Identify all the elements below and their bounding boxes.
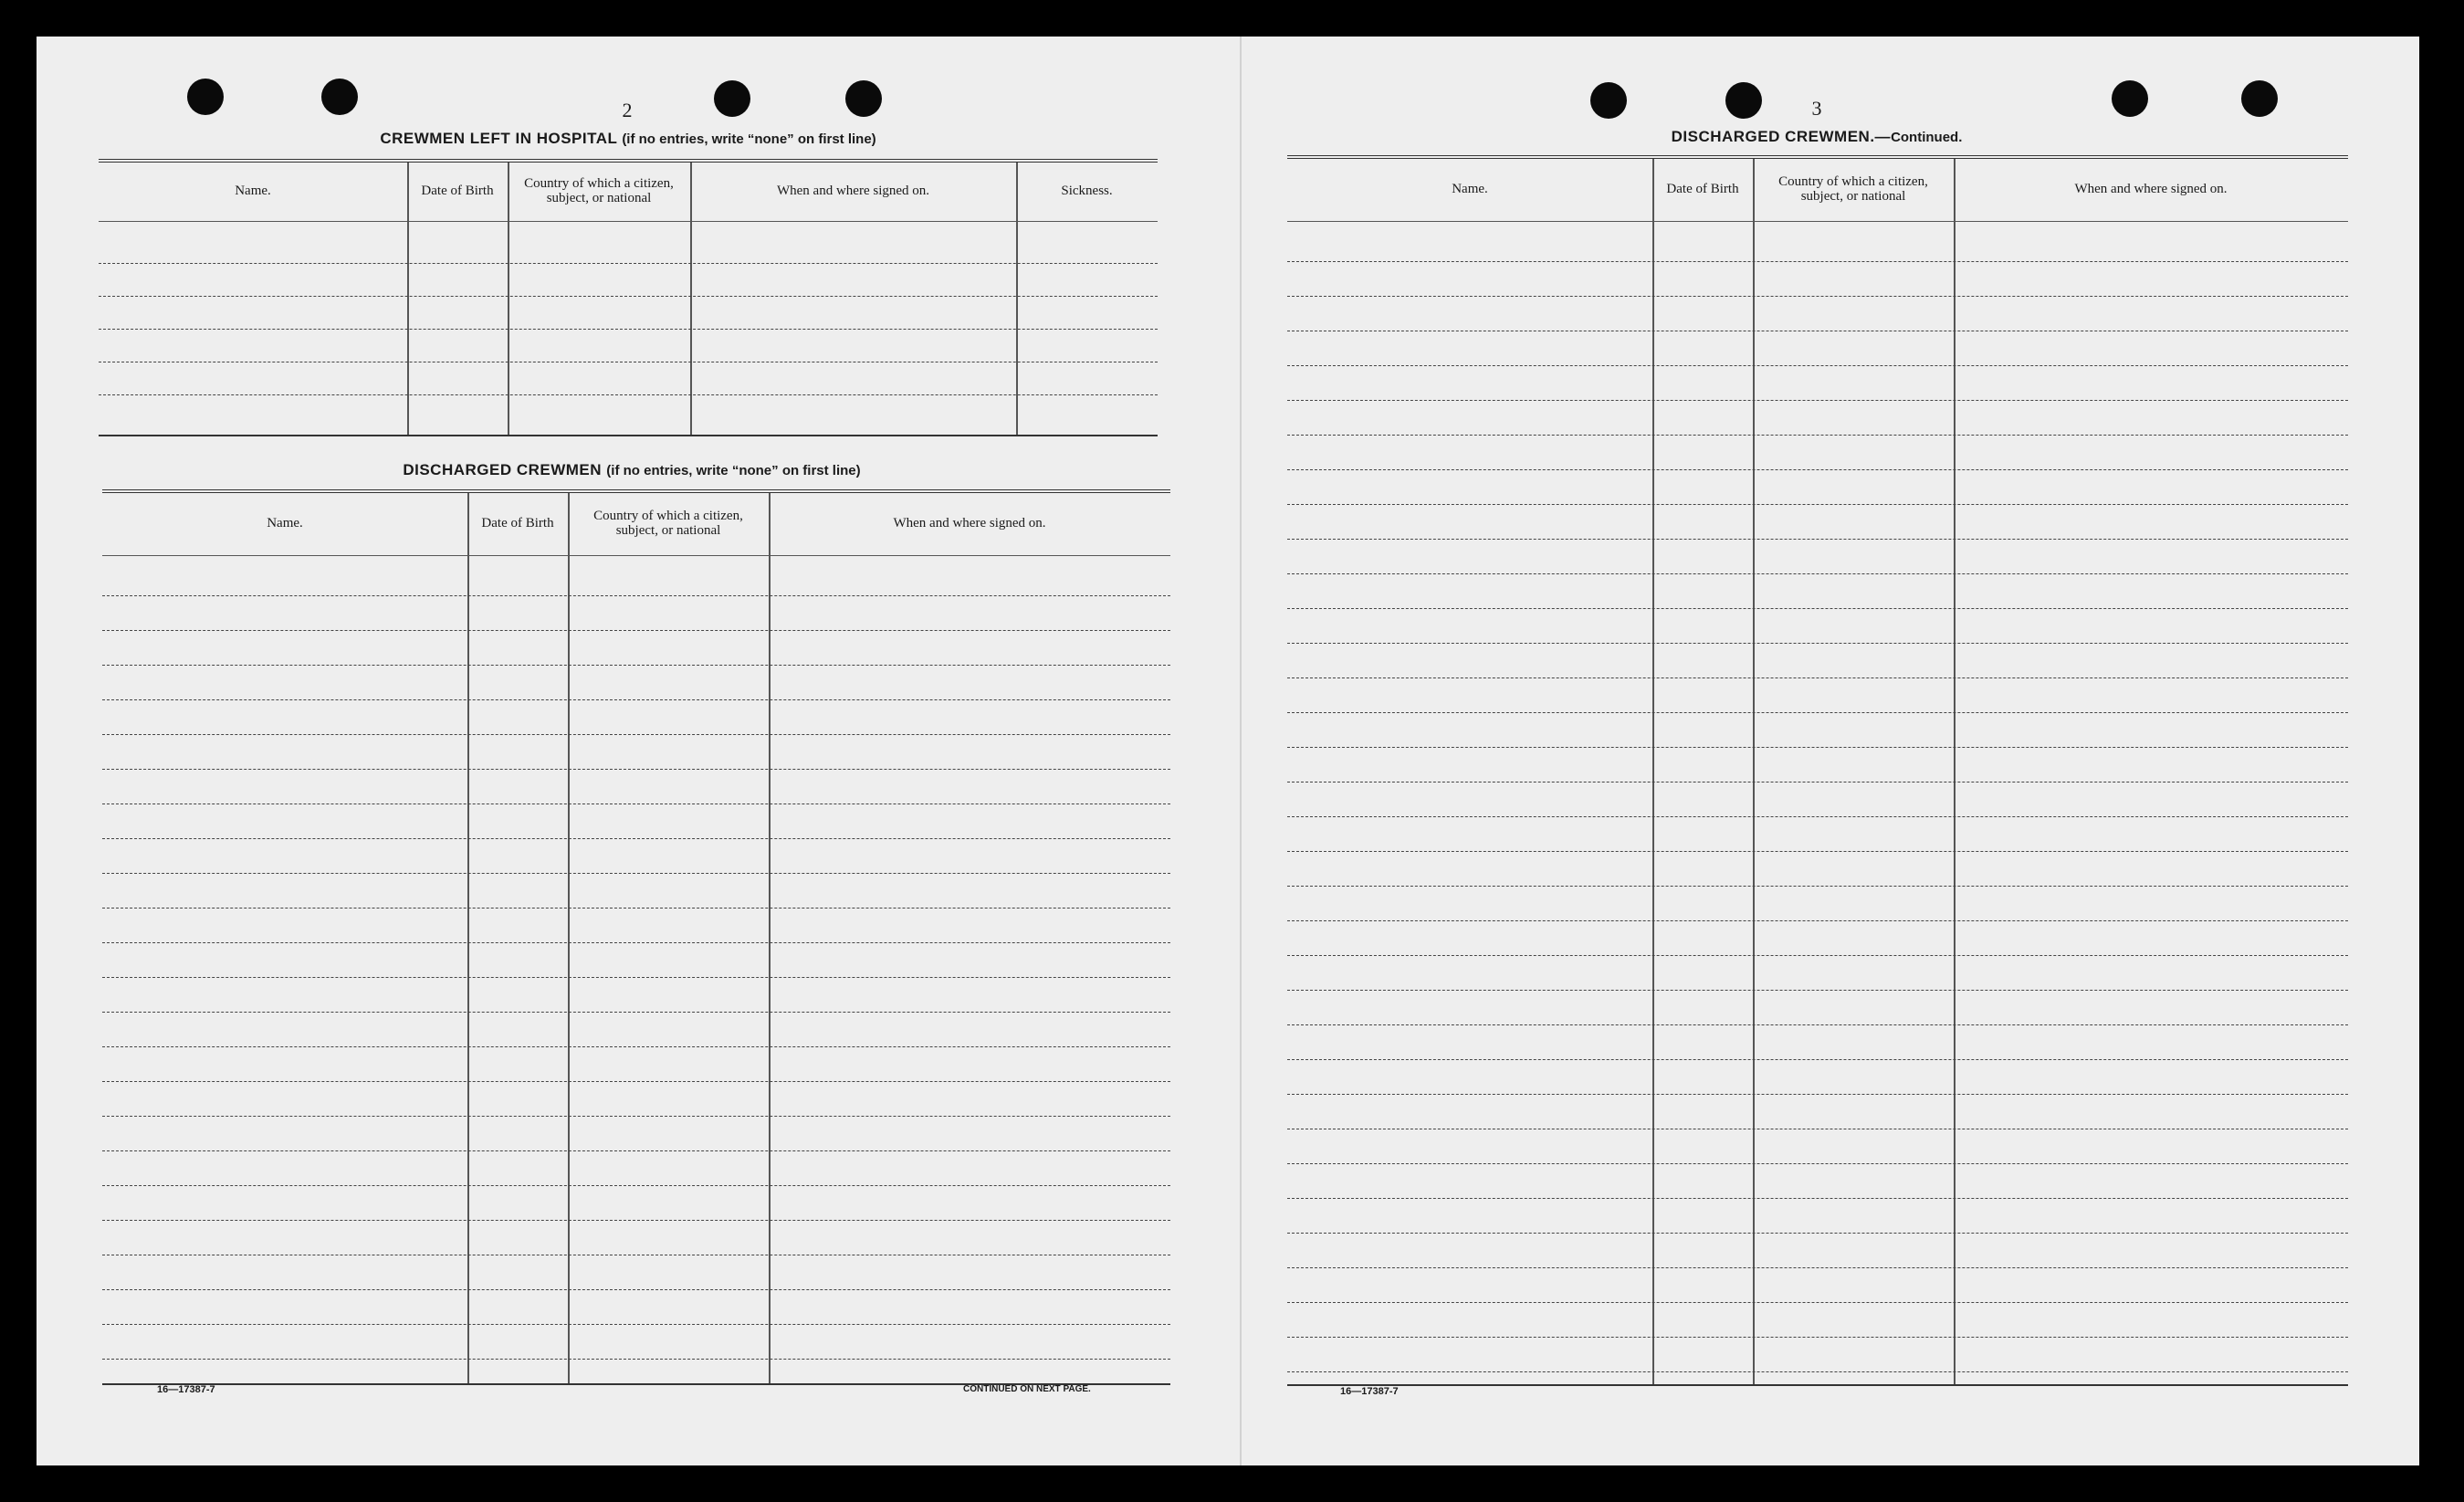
entry-line <box>1287 1059 2348 1060</box>
entry-line <box>1287 573 2348 574</box>
column-header-signed-on: When and where signed on. <box>776 184 930 199</box>
entry-line <box>102 977 1170 978</box>
punch-hole <box>845 80 882 117</box>
entry-line <box>1287 504 2348 505</box>
page-fold <box>1240 37 1242 1465</box>
column-header-date-of-birth: Date of Birth <box>481 516 554 531</box>
hospital-title-text: CREWMEN LEFT IN HOSPITAL <box>380 130 618 147</box>
entry-line <box>1287 1267 2348 1268</box>
entry-line <box>1287 608 2348 609</box>
column-header-name: Name. <box>1452 182 1488 197</box>
entry-line <box>1287 816 2348 817</box>
entry-line <box>1287 400 2348 401</box>
column-divider <box>1753 159 1755 1384</box>
entry-line <box>99 296 1158 297</box>
hospital-table <box>99 159 1158 436</box>
entry-line <box>102 1289 1170 1290</box>
entry-line <box>102 1046 1170 1047</box>
entry-line <box>1287 643 2348 644</box>
entry-line <box>102 699 1170 700</box>
entry-line <box>102 734 1170 735</box>
hospital-section-title <box>99 130 1158 148</box>
entry-line <box>102 630 1170 631</box>
column-divider <box>467 493 469 1383</box>
entry-line <box>1287 469 2348 470</box>
discharged-section-title-left <box>102 461 1161 479</box>
column-header-signed-on: When and where signed on. <box>893 516 1046 531</box>
column-header-country: Country of which a citizen, subject, or national <box>1778 174 1928 204</box>
entry-line <box>1287 747 2348 748</box>
page-number-left: 2 <box>622 99 633 121</box>
discharged-table-right <box>1287 155 2348 1386</box>
entry-line <box>1287 1094 2348 1095</box>
entry-line <box>102 595 1170 596</box>
entry-line <box>1287 539 2348 540</box>
column-divider <box>568 493 570 1383</box>
entry-line <box>102 908 1170 909</box>
entry-line <box>102 1185 1170 1186</box>
punch-hole <box>2112 80 2148 117</box>
entry-line <box>1287 365 2348 366</box>
entry-line <box>1287 712 2348 713</box>
entry-line <box>102 1150 1170 1151</box>
entry-line <box>1287 435 2348 436</box>
discharged-section-title-right <box>1287 128 2346 146</box>
hospital-instruction-text: (if no entries, write “none” on first line) <box>622 131 876 147</box>
entry-line <box>1287 990 2348 991</box>
entry-line <box>1287 1337 2348 1338</box>
entry-line <box>102 1081 1170 1082</box>
entry-line <box>99 394 1158 395</box>
entry-line <box>1287 955 2348 956</box>
entry-line <box>102 873 1170 874</box>
punch-hole <box>1590 82 1627 119</box>
entry-line <box>1287 261 2348 262</box>
entry-line <box>1287 1302 2348 1303</box>
entry-line <box>99 263 1158 264</box>
entry-line <box>1287 1233 2348 1234</box>
column-header-date-of-birth: Date of Birth <box>1666 182 1739 197</box>
entry-line <box>102 665 1170 666</box>
punch-hole <box>714 80 750 117</box>
discharged-table-left <box>102 489 1170 1385</box>
entry-line <box>1287 296 2348 297</box>
discharged-continued-title: DISCHARGED CREWMEN.— <box>1671 128 1892 145</box>
column-header-signed-on: When and where signed on. <box>2074 182 2228 197</box>
entry-line <box>1287 782 2348 783</box>
entry-line <box>102 1359 1170 1360</box>
entry-line <box>102 1324 1170 1325</box>
column-divider <box>1954 159 1955 1384</box>
entry-line <box>102 1220 1170 1221</box>
entry-line <box>1287 677 2348 678</box>
entry-line <box>1287 1198 2348 1199</box>
entry-line <box>102 838 1170 839</box>
discharged-title-text: DISCHARGED CREWMEN <box>403 461 603 478</box>
column-header-sickness: Sickness. <box>1061 184 1113 199</box>
entry-line <box>1287 1024 2348 1025</box>
entry-line <box>102 942 1170 943</box>
page-number-right: 3 <box>1811 97 1822 120</box>
continued-note: CONTINUED ON NEXT PAGE. <box>963 1384 1091 1394</box>
column-header-date-of-birth: Date of Birth <box>421 184 494 199</box>
entry-line <box>1287 1163 2348 1164</box>
entry-line <box>1287 920 2348 921</box>
column-divider <box>769 493 771 1383</box>
header-rule <box>1287 221 2348 222</box>
entry-line <box>99 329 1158 330</box>
column-header-country: Country of which a citizen, subject, or national <box>524 176 674 205</box>
header-rule <box>99 221 1158 222</box>
column-divider <box>1652 159 1654 1384</box>
entry-line <box>102 1116 1170 1117</box>
column-header-name: Name. <box>267 516 303 531</box>
entry-line <box>102 1012 1170 1013</box>
punch-hole <box>1725 82 1762 119</box>
punch-hole <box>321 79 358 115</box>
column-header-country: Country of which a citizen, subject, or national <box>593 509 743 538</box>
form-number-left: 16—17387-7 <box>157 1384 215 1395</box>
punch-hole <box>2241 80 2278 117</box>
column-header-name: Name. <box>235 184 271 199</box>
entry-line <box>1287 886 2348 887</box>
entry-line <box>1287 1371 2348 1372</box>
form-number-right: 16—17387-7 <box>1340 1386 1399 1397</box>
entry-line <box>102 769 1170 770</box>
discharged-instruction-text: (if no entries, write “none” on first line) <box>606 463 861 478</box>
punch-hole <box>187 79 224 115</box>
header-rule <box>102 555 1170 556</box>
continued-suffix: Continued. <box>1891 130 1963 145</box>
entry-line <box>1287 851 2348 852</box>
